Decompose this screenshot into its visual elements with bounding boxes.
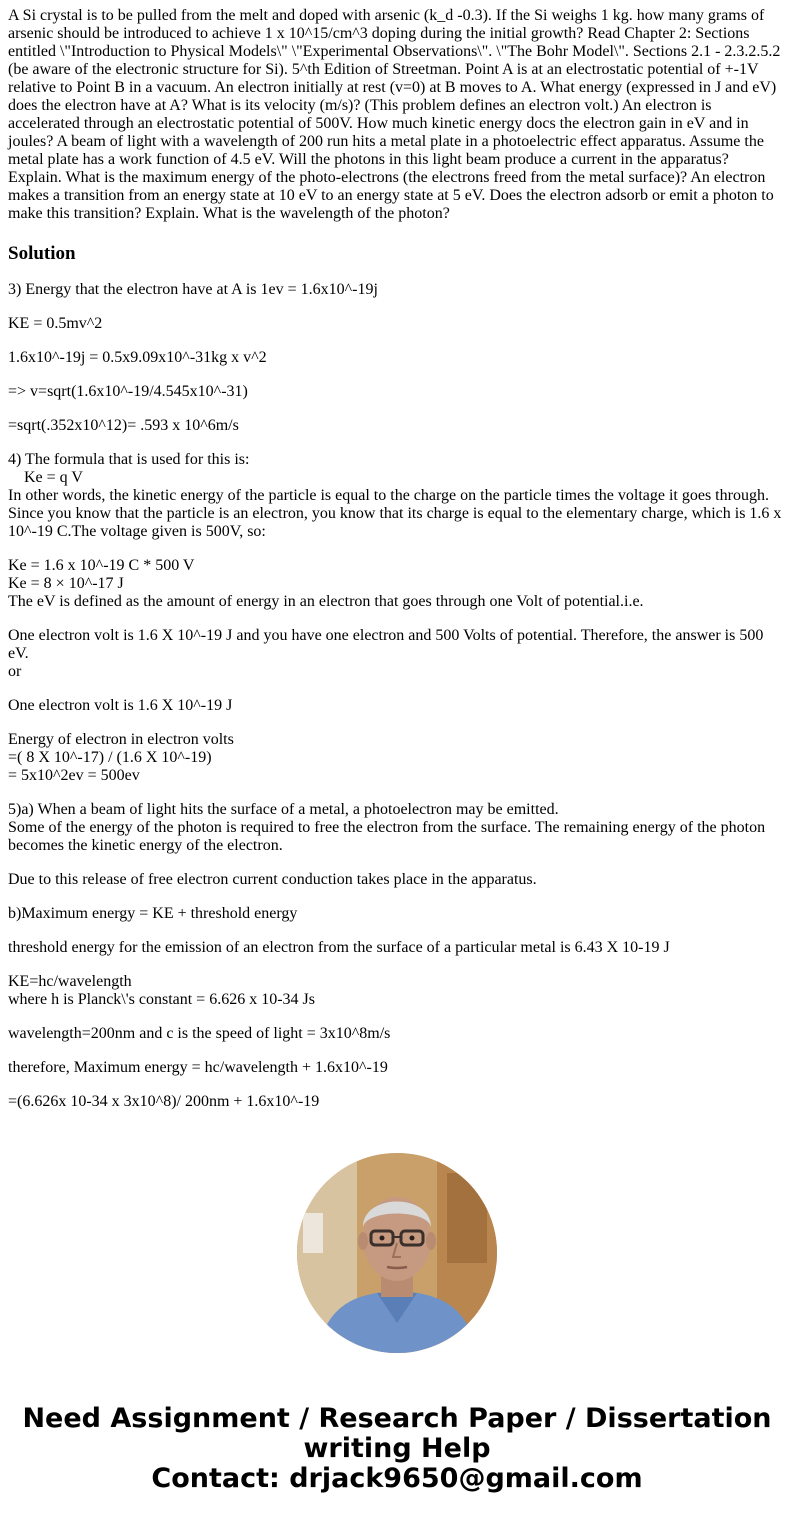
promo-contact: Contact: drjack9650@gmail.com [151,1463,643,1494]
solution-paragraph [8,383,786,401]
promo-line: writing Help [303,1433,491,1464]
promo-line: Need Assignment / Research Paper / Dissertation [22,1403,772,1434]
solution-paragraph [8,281,786,299]
promo-banner [0,1404,794,1494]
solution-line: 5)a) When a beam of light hits the surface of a metal, a photoelectron may be emitted. [8,801,559,818]
solution-paragraph [8,871,786,889]
solution-line: =( 8 X 10^-17) / (1.6 X 10^-19) [8,749,212,766]
tutor-avatar [297,1153,497,1353]
question-text: A Si crystal is to be pulled from the melt and doped with arsenic (k_d -0.3). If the Si weighs 1 kg. how many grams of arsenic should be introduced to achieve 1 x 10^15/cm^3 doping during the initial growth? Read Chapter 2: Sections entitled \"Introduction to Physical Models\" \"Experimental Observations\". \"The Bohr Model\". Sections 2.1 - 2.3.2.5.2 (be aware of the electronic structure for Si). 5^th Edition of Streetman. Point A is at an electrostatic potential of +-1V relative to Point B in a vacuum. An electron initially at rest (v=0) at B moves to A. What energy (expressed in J and eV) does the electron have at A? What is its velocity (m/s)? (This problem defines an electron volt.) An electron is accelerated through an electrostatic potential of 500V. How much kinetic energy docs the electron gain in eV and in joules? A beam of light with a wavelength of 200 run hits a metal plate in a photoelectric effect apparatus. Assume the metal plate has a work function of 4.5 eV. Will the photons in this light beam produce a current in the apparatus? Explain. What is the maximum energy of the photo-electrons (the electrons freed from the metal surface)? An electron makes a transition from an energy state at 10 eV to an energy state at 5 eV. Does the electron adsorb or emit a photon to make this transition? Explain. What is the wavelength of the photon? [8,7,781,222]
solution-line: b)Maximum energy = KE + threshold energy [8,905,298,922]
solution-line: In other words, the kinetic energy of the particle is equal to the charge on the particle times the voltage it goes through. Since you know that the particle is an electron, you know that its charge is equal to the elementary charge, which is 1.6 x 10^-19 C.The voltage given is 500V, so: [8,487,782,540]
solution-line: => v=sqrt(1.6x10^-19/4.545x10^-31) [8,383,248,400]
solution-line: =(6.626x 10-34 x 3x10^8)/ 200nm + 1.6x10^-19 [8,1093,320,1110]
solution-paragraph [8,905,786,923]
solution-line: Ke = 8 × 10^-17 J [8,575,124,592]
solution-heading: Solution [8,243,76,264]
solution-line: threshold energy for the emission of an electron from the surface of a particular metal is 6.43 X 10-19 J [8,939,670,956]
solution-line: where h is Planck\'s constant = 6.626 x 10-34 Js [8,991,315,1008]
solution-line: therefore, Maximum energy = hc/wavelength + 1.6x10^-19 [8,1059,388,1076]
document-content [8,7,786,1127]
solution-line: 1.6x10^-19j = 0.5x9.09x10^-31kg x v^2 [8,349,267,366]
solution-line: = 5x10^2ev = 500ev [8,767,140,784]
solution-paragraph [8,801,786,855]
solution-paragraph [8,349,786,367]
solution-line: KE = 0.5mv^2 [8,315,103,332]
solution-paragraph [8,315,786,333]
solution-line: One electron volt is 1.6 X 10^-19 J and you have one electron and 500 Volts of potential. Therefore, the answer is 500 eV. [8,627,764,662]
solution-line: 4) The formula that is used for this is: [8,451,250,468]
solution-paragraph [8,417,786,435]
solution-line: 3) Energy that the electron have at A is 1ev = 1.6x10^-19j [8,281,378,298]
solution-paragraph [8,731,786,785]
tutor-avatar-icon [297,1153,497,1353]
solution-paragraph [8,1025,786,1043]
solution-paragraph [8,557,786,611]
solution-line: Ke = 1.6 x 10^-19 C * 500 V [8,557,195,574]
solution-line: Some of the energy of the photon is required to free the electron from the surface. The remaining energy of the photon becomes the kinetic energy of the electron. [8,819,766,854]
solution-line: The eV is defined as the amount of energy in an electron that goes through one Volt of potential.i.e. [8,593,644,610]
solution-paragraph [8,973,786,1009]
solution-line: Due to this release of free electron current conduction takes place in the apparatus. [8,871,537,888]
solution-paragraph [8,627,786,681]
formula-line: Ke = q V [24,469,83,486]
solution-line: Energy of electron in electron volts [8,731,234,748]
solution-line: =sqrt(.352x10^12)= .593 x 10^6m/s [8,417,239,434]
solution-paragraph [8,939,786,957]
solution-paragraph [8,1059,786,1077]
solution-paragraph [8,697,786,715]
solution-paragraph [8,451,786,541]
solution-line: or [8,663,22,680]
solution-line: wavelength=200nm and c is the speed of light = 3x10^8m/s [8,1025,391,1042]
solution-line: KE=hc/wavelength [8,973,132,990]
solution-paragraph [8,1093,786,1111]
solution-line: One electron volt is 1.6 X 10^-19 J [8,697,233,714]
